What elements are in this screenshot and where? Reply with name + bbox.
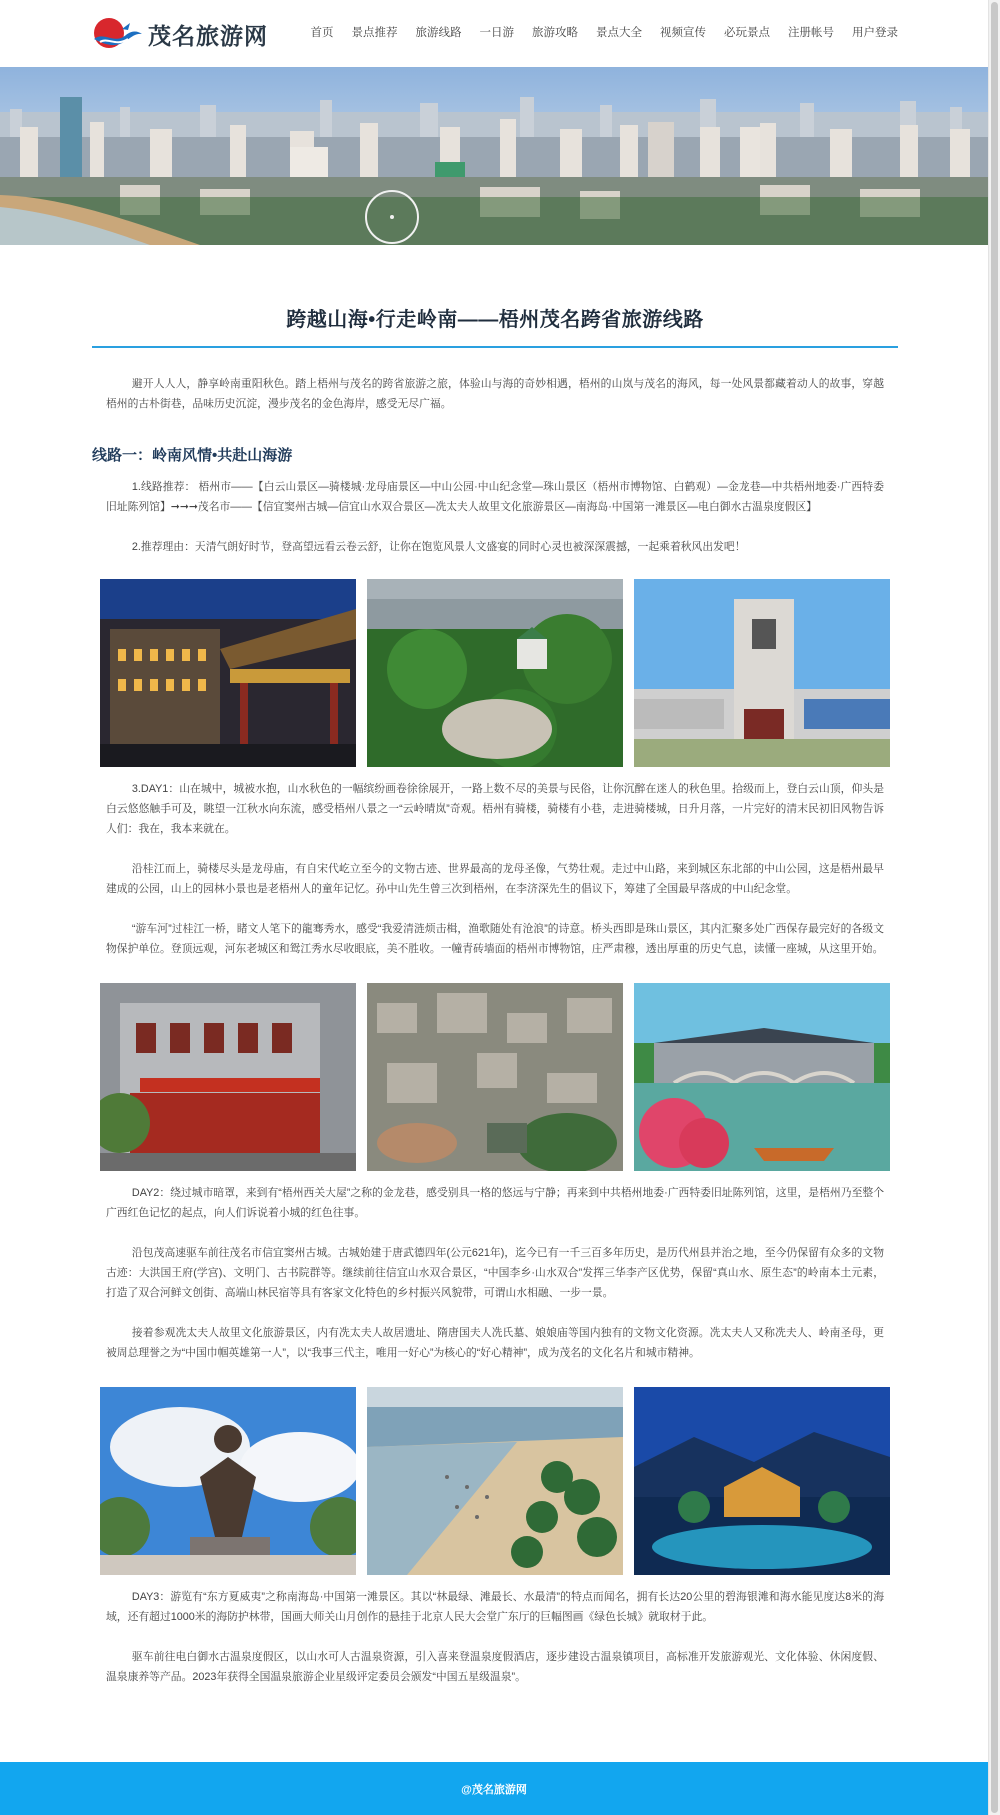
banner-image — [0, 67, 988, 245]
route-paragraph: 1.线路推荐： 梧州市——【白云山景区—骑楼城·龙母庙景区—中山公园·中山纪念堂—珠山景区（梧州市博物馆、白鹤观）—金龙巷—中共梧州地委·广西特委旧址陈列馆】➞➞➞茂名市——【信宜窦州古城—信宜山水双合景区—冼太夫人故里文化旅游景区—南海岛·中国第一滩景区—电白御水古温泉度假区】 — [106, 481, 884, 513]
day2-paragraph-1: DAY2：绕过城市暗罩，来到有“梧州西关大屋”之称的金龙巷，感受别具一格的悠远与宁静；再来到中共梧州地委·广西特委旧址陈列馆，这里，是梧州乃至整个广西红色记忆的起点，向人们诉说着小城的红色往事。 — [106, 1187, 884, 1219]
day2-paragraph-3: 接着参观冼太夫人故里文化旅游景区，内有冼太夫人故居遗址、隋唐国夫人冼氏墓、娘娘庙等国内独有的文物文化资源。冼太夫人又称冼夫人、岭南圣母，更被周总理誉之为“中国巾帼英雄第一人”，以“我事三代主，唯用一好心”为核心的“好心精神”，成为茂名的文化名片和城市精神。 — [106, 1327, 884, 1359]
article — [92, 245, 898, 1687]
route-heading: 线路一：岭南风情•共赴山海游 — [92, 447, 293, 464]
photo-beach — [367, 1387, 623, 1575]
photo-museum-tower — [634, 579, 890, 767]
photo-mountain-aerial — [367, 579, 623, 767]
site-name: 茂名旅游网 — [148, 22, 268, 49]
intro-paragraph: 避开人人人，静享岭南重阳秋色。踏上梧州与茂名的跨省旅游之旅，体验山与海的奇妙相遇，梧州的山岚与茂名的海风，每一处风景都藏着动人的故事，穿越梧州的古朴街巷，品味历史沉淀，漫步茂名的金色海岸，感受无尽广福。 — [106, 378, 884, 410]
nav-travel-guide[interactable]: 旅游攻略 — [532, 27, 578, 39]
nav-login[interactable]: 用户登录 — [852, 27, 898, 39]
nav-travel-routes[interactable]: 旅游线路 — [415, 27, 462, 39]
site-logo[interactable] — [92, 17, 268, 51]
day3-paragraph-2: 驱车前往电白御水古温泉度假区，以山水可人古温泉资源，引入喜来登温泉度假酒店，逐步建设古温泉镇项目，高标准开发旅游观光、文化体验、休闲度假、温泉康养等产品。2023年获得全国温泉旅游企业星级评定委员会颁发“中国五星级温泉”。 — [106, 1651, 884, 1683]
gallery-day2 — [92, 983, 898, 1171]
vertical-scrollbar[interactable] — [988, 0, 1000, 1815]
nav-day-trip[interactable]: 一日游 — [479, 27, 514, 39]
logo-mark-icon — [92, 17, 144, 51]
nav-attractions-recommend[interactable]: 景点推荐 — [351, 27, 398, 39]
photo-hot-spring-night — [634, 1387, 890, 1575]
nav-home[interactable]: 首页 — [310, 27, 334, 39]
header — [0, 0, 988, 67]
day1-paragraph-1: 3.DAY1：山在城中，城被水抱，山水秋色的一幅缤纷画卷徐徐展开，一路上数不尽的美景与民俗，让你沉醉在迷人的秋色里。拾级而上，登白云山顶，仰头是白云悠悠触手可及，眺望一江秋水向东流，感受梧州八景之一“云岭晴岚”奇观。梧州有骑楼，骑楼有小巷，走进骑楼城，日升月落，一片完好的清末民初旧风物告诉人们：我在，我本来就在。 — [106, 783, 884, 835]
day1-paragraph-2: 沿桂江而上，骑楼尽头是龙母庙，有自宋代屹立至今的文物古迹、世界最高的龙母圣像，气势壮观。走过中山路，来到城区东北部的中山公园，这是梧州最早建成的公园，山上的园林小景也是老梧州人的童年记忆。孙中山先生曾三次到梧州，在李济深先生的倡议下，筹建了全国最早落成的中山纪念堂。 — [106, 863, 884, 895]
footer — [0, 1762, 988, 1815]
day1-paragraph-3: “游车河”过桂江一桥，睹文人笔下的龍骞秀水，感受“我爱清涟烦击楫，渔歌随处有沧浪”的诗意。桥头西即是珠山景区，其内汇聚多处广西保存最完好的各级文物保护单位。登顶远观，河东老城区和鸳江秀水尽收眼底，美不胜收。一幢青砖墙面的梧州市博物馆，庄严肃穆，透出厚重的历史气息，读懂一座城，从这里开始。 — [106, 923, 884, 955]
gallery-day3 — [92, 1387, 898, 1575]
gallery-day1 — [92, 579, 898, 767]
scrollbar-thumb[interactable] — [991, 2, 998, 1813]
nav-attractions-all[interactable]: 景点大全 — [596, 27, 642, 39]
day2-paragraph-2: 沿包茂高速驱车前往茂名市信宜窦州古城。古城始建于唐武德四年(公元621年)，迄今已有一千三百多年历史，是历代州县并治之地，至今仍保留有众多的文物古迹：大洪国王府(学宫)、文明门、古书院群等。继续前往信宜山水双合景区，“中国李乡·山水双合”发挥三华李产区优势，保留“真山水、原生态”的岭南本土元素，打造了双合河鲜文创街、高端山林民宿等具有客家文化特色的乡村振兴风貌带，可谓山水相融、一步一景。 — [106, 1247, 884, 1299]
day3-paragraph-1: DAY3：游览有“东方夏威夷”之称南海岛·中国第一滩景区。其以“林最绿、滩最长、水最清”的特点而闻名，拥有长达20公里的碧海银滩和海水能见度达8米的海域，还有超过1000米的海防护林带，国画大师关山月创作的悬挂于北京人民大会堂广东厅的巨幅图画《绿色长城》就取材于此。 — [106, 1591, 884, 1623]
title-divider — [92, 346, 898, 348]
photo-city-aerial — [367, 983, 623, 1171]
photo-qilou-night — [100, 579, 356, 767]
nav-register[interactable]: 注册帐号 — [788, 27, 834, 39]
nav-video[interactable]: 视频宣传 — [660, 27, 706, 39]
nav-must-visit[interactable]: 必玩景点 — [724, 27, 770, 39]
photo-covered-bridge — [634, 983, 890, 1171]
photo-statue — [100, 1387, 356, 1575]
reason-paragraph: 2.推荐理由：天清气朗好时节，登高望远看云卷云舒，让你在饱览风景人文盛宴的同时心灵也被深深震撼，一起乘着秋风出发吧！ — [131, 541, 746, 553]
main-nav — [293, 24, 899, 40]
photo-red-memorial-hall — [100, 983, 356, 1171]
article-title: 跨越山海•行走岭南——梧州茂名跨省旅游线路 — [286, 309, 704, 331]
footer-copyright: @茂名旅游网 — [461, 1783, 527, 1796]
